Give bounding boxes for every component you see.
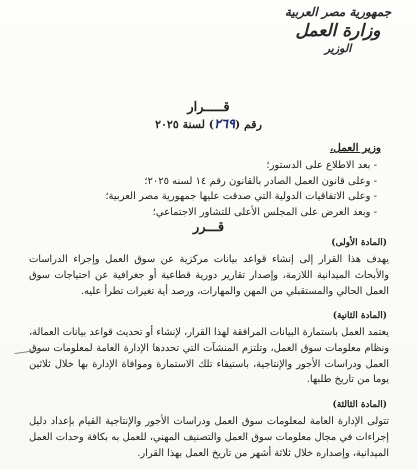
article-3-heading: (المادة الثالثة): [332, 400, 387, 410]
decree-title: قـــــرار: [187, 100, 230, 115]
article-2-heading: (المادة الثانية): [332, 311, 387, 321]
decided-title: قـــرر: [192, 220, 225, 235]
decree-number-suffix: ) لسنة ٢٠٢٥: [155, 118, 214, 131]
article-1-heading: (المادة الأولى): [331, 238, 387, 248]
preamble-list: [37, 158, 377, 220]
preamble-item: - وعلى الاتفاقيات الدولية التي صدقت عليها جمهورية مصر العربية؛: [37, 189, 377, 205]
minister-heading: وزير العمل،: [329, 142, 381, 154]
decree-number: ٢٦٩: [214, 117, 235, 132]
preamble-item: - وعلى قانون العمل الصادر بالقانون رقم ١٤ لسنه ٢٠٢٥؛: [37, 174, 377, 190]
article-2-text: يعتمد العمل باستمارة البيانات المرافقة لهذا القرار، لإنشاء أو تحديث قواعد بيانات العمالة، ونظام معلومات سوق العمل، وتلتزم المنشآت التي تحددها الإدارة العامة لمعلومات سوق العمل ودراسات الأجور والإنتاجية، باستيفاء تلك الاستمارة وموافاة الإدارة بها خلال ثلاثين يوما من تاريخ طلبها.: [29, 327, 389, 386]
preamble-item: - وبعد العرض على المجلس الأعلى للتشاور الاجتماعي؛: [37, 205, 377, 221]
decree-number-line: [0, 117, 417, 132]
letterhead-office: الوزير: [324, 42, 352, 55]
article-3-text: تتولى الإدارة العامة لمعلومات سوق العمل ودراسات الأجور والإنتاجية القيام بإعداد دليل إجراءات في مجال معلومات سوق العمل والتصنيف المهني، للعمل به بكافة وحدات العمل الميدانية، وإصداره خلال ثلاثة أشهر من تاريخ العمل بهذا القرار.: [29, 416, 389, 459]
letterhead: [283, 4, 393, 56]
letterhead-country: جمهورية مصر العربية: [284, 5, 392, 19]
preamble-item: - بعد الاطلاع على الدستور؛: [37, 158, 377, 174]
letterhead-ministry: وزارة العمل: [295, 21, 381, 41]
article-1-text: يهدف هذا القرار إلى إنشاء قواعد بيانات مركزية عن سوق العمل وإجراء الدراسات والأبحاث الميدانية اللازمة، وإصدار تقارير دورية قطاعية أو جغرافية عن احتياجات سوق العمل الحالي والمستقبلي من المهن والمهارات، ورصد أية تغيرات تطرأ عليه.: [29, 254, 389, 297]
decree-number-prefix: رقم (: [234, 118, 262, 131]
